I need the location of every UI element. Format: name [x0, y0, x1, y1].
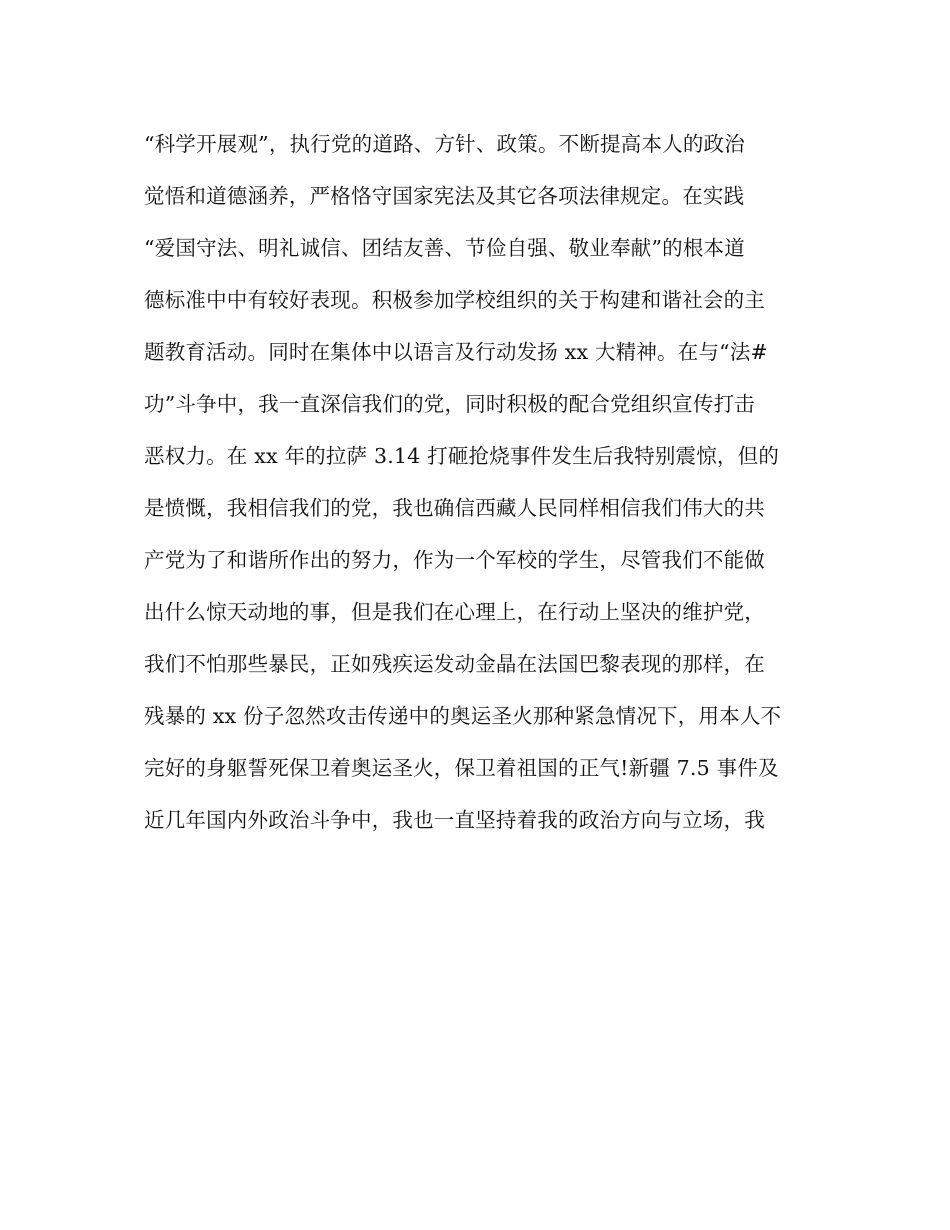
text-line: 恶权力。在 xx 年的拉萨 3.14 打砸抢烧事件发生后我特别震惊，但的: [144, 444, 780, 468]
text-line: 出什么惊天动地的事，但是我们在心理上，在行动上坚决的维护党，: [144, 600, 765, 624]
text-line: 德标准中中有较好表现。积极参加学校组织的关于构建和谐社会的主: [144, 288, 765, 312]
text-line: 觉悟和道德涵养，严格恪守国家宪法及其它各项法律规定。在实践: [144, 184, 745, 208]
text-line: 近几年国内外政治斗争中，我也一直坚持着我的政治方向与立场，我: [144, 808, 765, 832]
text-line: 产党为了和谐所作出的努力，作为一个军校的学生，尽管我们不能做: [144, 548, 765, 572]
text-line: 我们不怕那些暴民，正如残疾运发动金晶在法国巴黎表现的那样，在: [144, 652, 765, 676]
text-line: 残暴的 xx 份子忽然攻击传递中的奥运圣火那种紧急情况下，用本人不: [144, 704, 782, 728]
text-line: “科学开展观”，执行党的道路、方针、政策。不断提高本人的政治: [144, 132, 745, 156]
text-line: 题教育活动。同时在集体中以语言及行动发扬 xx 大精神。在与“法#: [144, 340, 768, 364]
text-line: “爱国守法、明礼诚信、团结友善、节俭自强、敬业奉献”的根本道: [144, 236, 745, 260]
text-line: 功”斗争中，我一直深信我们的党，同时积极的配合党组织宣传打击: [144, 392, 755, 416]
text-line: 是愤慨，我相信我们的党，我也确信西藏人民同样相信我们伟大的共: [144, 496, 765, 520]
body-text: [144, 124, 824, 852]
text-line: 完好的身躯誓死保卫着奥运圣火，保卫着祖国的正气!新疆 7.5 事件及: [144, 756, 779, 780]
